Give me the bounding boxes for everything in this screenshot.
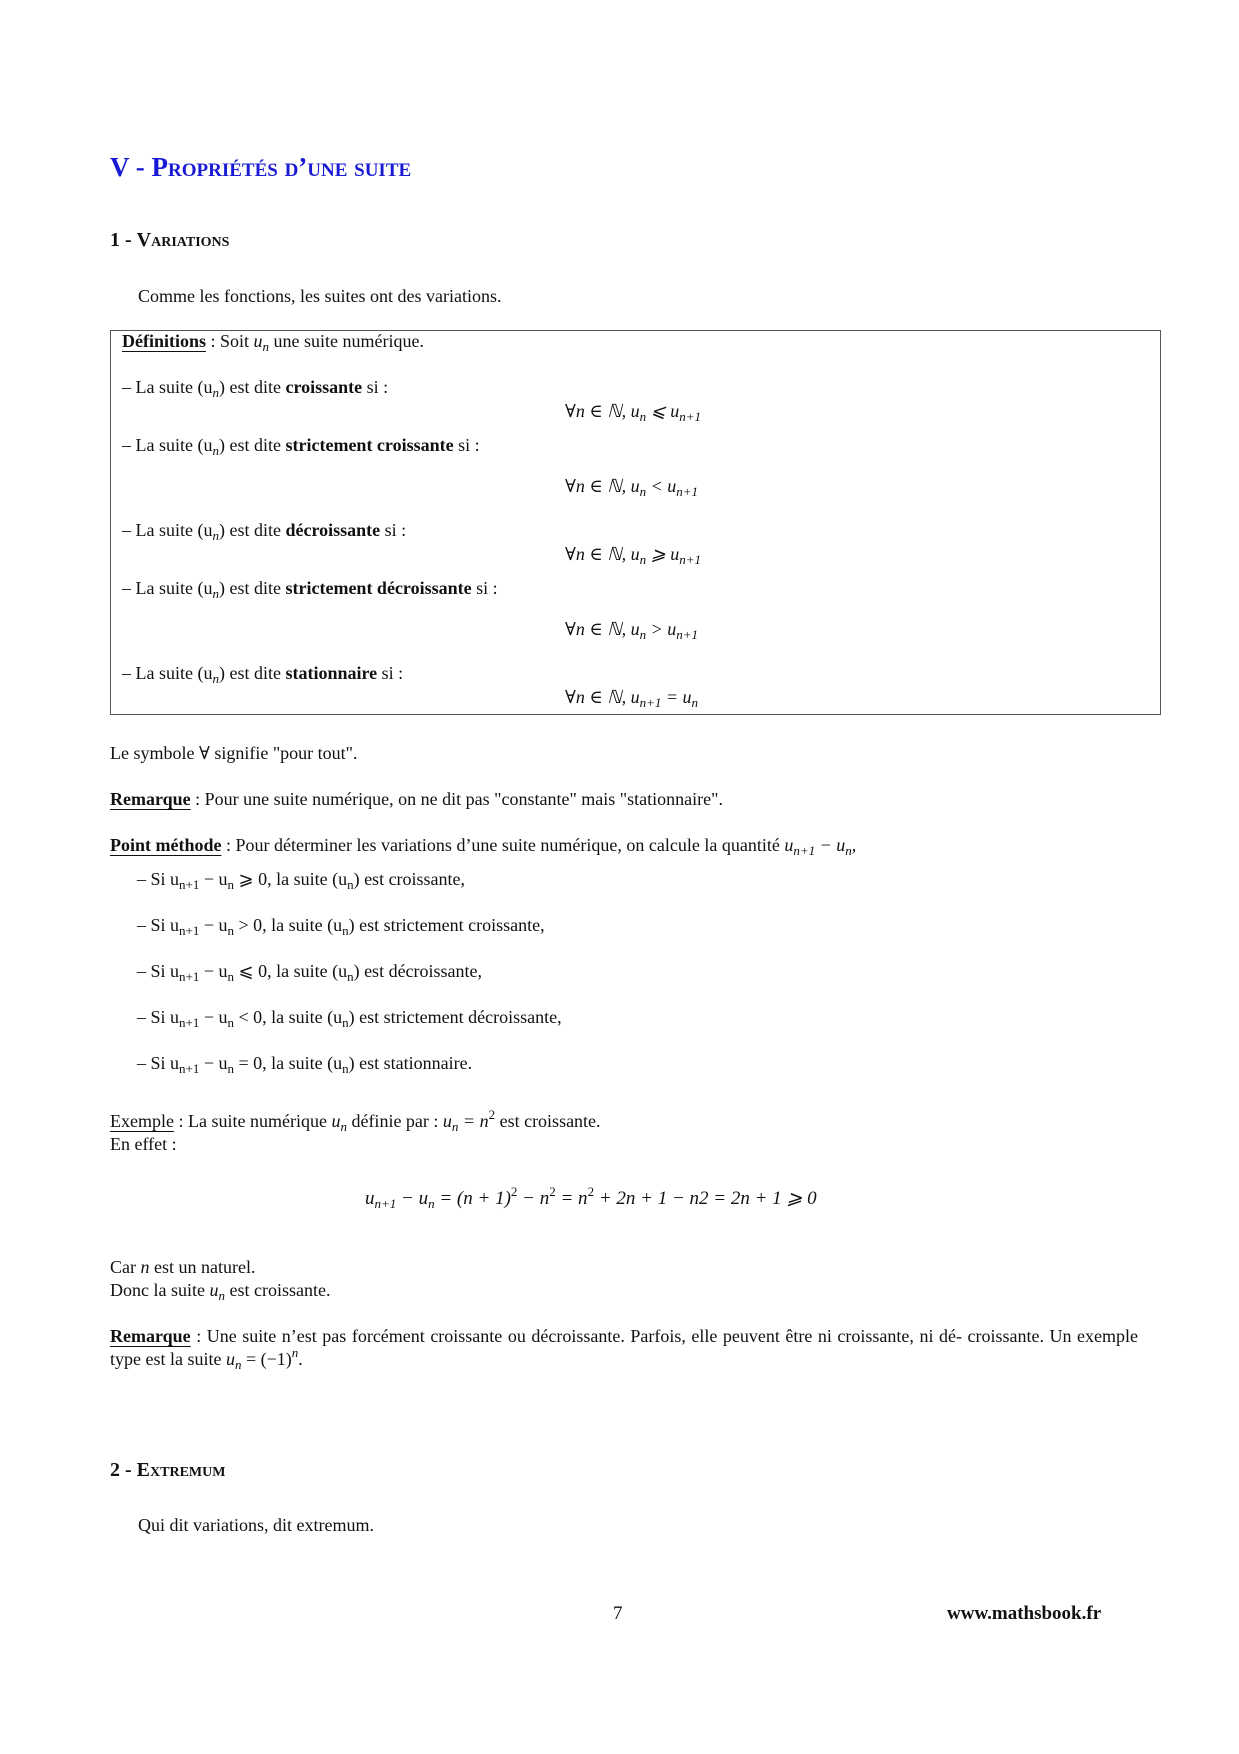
subsection-heading-extremum: [110, 1460, 225, 1480]
definition-item-4: – La suite $(u_n)$ est dite strictement décroissante si :: [122, 578, 498, 601]
remark-label: Remarque: [110, 1326, 191, 1346]
definition-formula-2: ∀n ∈ ℕ, $u_n < u_{n+1}$: [565, 476, 699, 499]
remark-2: Remarque : Une suite n’est pas forcément croissante ou décroissante. Parfois, elle peuvent être ni croissante, ni dé- croissante. Un exemple type est la suite $u_n = (-1)^n$.: [110, 1326, 1138, 1372]
definitions-lead: Définitions : Soit $u_n$ une suite numérique.: [122, 331, 424, 354]
intro-text: Comme les fonctions, les suites ont des variations.: [138, 286, 502, 306]
method-label: Point méthode: [110, 835, 222, 855]
method-item-4: – Si $u_{n+1} - u_n < 0$, la suite $(u_n)$ est strictement décroissante,: [137, 1007, 562, 1030]
extremum-intro: Qui dit variations, dit extremum.: [138, 1515, 374, 1535]
example-label: Exemple: [110, 1111, 174, 1131]
page-number: 7: [613, 1603, 623, 1624]
subsection-title: Variations: [136, 229, 230, 251]
section-number: V -: [110, 152, 145, 182]
subsection-title: Extremum: [136, 1459, 226, 1481]
symbol-note: Le symbole ∀ signifie "pour tout".: [110, 743, 358, 763]
remark-label: Remarque: [110, 789, 191, 809]
method-item-1: – Si $u_{n+1} - u_n$ ⩾ 0, la suite $(u_n)$ est croissante,: [137, 869, 466, 892]
definitions-label: Définitions: [122, 331, 207, 351]
definition-formula-3: ∀n ∈ ℕ, $u_n$ ⩾ $u_{n+1}$: [565, 544, 701, 567]
definition-formula-4: ∀n ∈ ℕ, $u_n > u_{n+1}$: [565, 619, 699, 642]
method-item-2: – Si $u_{n+1} - u_n > 0$, la suite $(u_n)$ est strictement croissante,: [137, 915, 545, 938]
section-heading: [110, 154, 411, 181]
example-after-1: Car n est un naturel.: [110, 1257, 256, 1277]
example-line-2: En effet :: [110, 1134, 177, 1154]
definition-formula-1: ∀n ∈ ℕ, $u_n$ ⩽ $u_{n+1}$: [565, 401, 701, 424]
definition-item-5: – La suite $(u_n)$ est dite stationnaire si :: [122, 663, 404, 686]
remark-1: Remarque : Pour une suite numérique, on ne dit pas "constante" mais "stationnaire".: [110, 789, 723, 809]
definition-item-1: – La suite $(u_n)$ est dite croissante si :: [122, 377, 389, 400]
example-statement: Exemple : La suite numérique $u_n$ définie par : $u_n = n^2$ est croissante.: [110, 1107, 601, 1134]
site-url: www.mathsbook.fr: [947, 1603, 1102, 1624]
method-item-5: – Si $u_{n+1} - u_n = 0$, la suite $(u_n)$ est stationnaire.: [137, 1053, 473, 1076]
definition-item-3: – La suite $(u_n)$ est dite décroissante si :: [122, 520, 407, 543]
subsection-number: 1 -: [110, 229, 132, 251]
subsection-heading-variations: [110, 230, 229, 250]
subsection-number: 2 -: [110, 1459, 132, 1481]
method-item-3: – Si $u_{n+1} - u_n$ ⩽ 0, la suite $(u_n)$ est décroissante,: [137, 961, 483, 984]
example-after-2: Donc la suite $u_n$ est croissante.: [110, 1280, 331, 1303]
definition-formula-5: ∀n ∈ ℕ, $u_{n+1} = u_n$: [565, 687, 699, 710]
definition-item-2: – La suite $(u_n)$ est dite strictement croissante si :: [122, 435, 480, 458]
example-formula: $u_{n+1} - u_n = (n + 1)^2 - n^2 = n^2 + 2n + 1 - n2 = 2n + 1$ ⩾ 0: [365, 1184, 817, 1211]
section-title: Propriétés d’une suite: [151, 152, 412, 182]
method-intro: Point méthode : Pour déterminer les variations d’une suite numérique, on calcule la quantité $u_{n+1} - u_n$,: [110, 835, 857, 858]
